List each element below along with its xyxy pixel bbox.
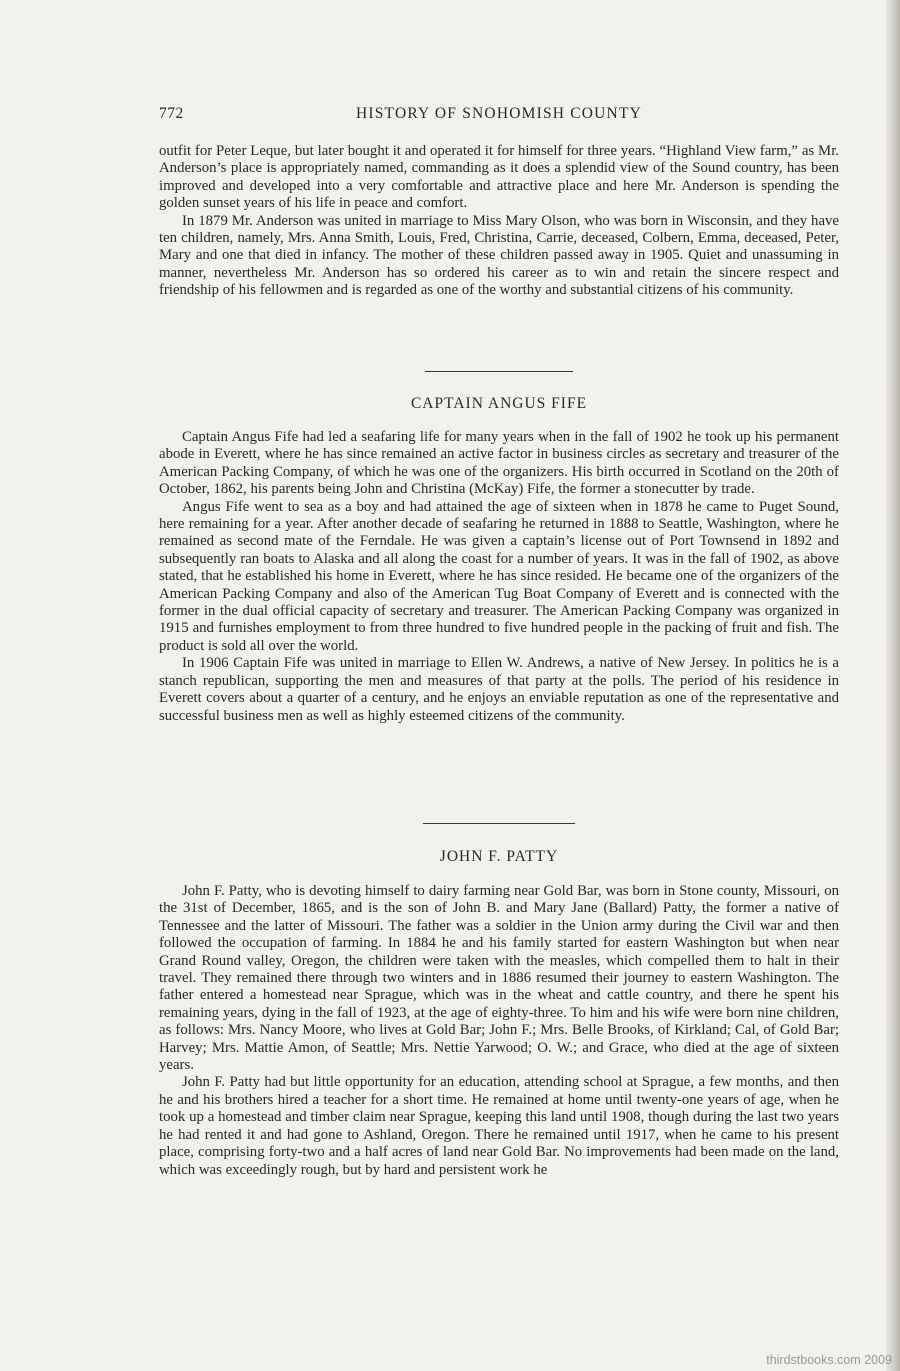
patty-biography — [159, 883, 839, 1179]
paragraph: John F. Patty, who is devoting himself to dairy farming near Gold Bar, was born in Stone county, Missouri, on the 31st of December, 1865, and is the son of John B. and Mary Jane (Ballard) Patty, the former a native of Tennessee and the latter of Missouri. The father was a soldier in the Union army during the Civil war and then followed the occupation of farming. In 1884 he and his family started for eastern Washington but when near Grand Round valley, Oregon, the children were taken with the measles, which compelled them to halt in their travel. They remained there through two winters and in 1886 resumed their journey to eastern Washington. The father entered a homestead near Sprague, which was in the wheat and cattle country, and there he spent his remaining years, dying in the fall of 1923, at the age of eighty-three. To him and his wife were born nine children, as follows: Mrs. Nancy Moore, who lives at Gold Bar; John F.; Mrs. Belle Brooks, of Kirkland; Cal, of Gold Bar; Harvey; Mrs. Mattie Amon, of Seattle; Mrs. Nettie Yarwood; O. W.; and Grace, who died at the age of sixteen years. — [159, 883, 839, 1074]
fife-biography — [159, 429, 839, 725]
section-divider — [423, 823, 575, 824]
watermark: thirdstbooks.com 2009 — [766, 1353, 892, 1367]
paragraph: Angus Fife went to sea as a boy and had attained the age of sixteen when in 1878 he came to Puget Sound, here remaining for a year. After another decade of seafaring he returned in 1888 to Seattle, Washington, where he remained as second mate of the Ferndale. He was given a captain’s license out of Port Townsend in 1892 and subsequently ran boats to Alaska and all along the coast for a number of years. It was in the fall of 1902, as above stated, that he established his home in Everett, where he has since resided. He became one of the organizers of the American Packing Company and also of the American Tug Boat Company of Everett and is connected with the former in the dual official capacity of secretary and treasurer. The American Packing Company was organized in 1915 and furnishes employment to from three hundred to five hundred people in the packing of fruit and fish. The product is sold all over the world. — [159, 498, 839, 654]
paragraph: In 1906 Captain Fife was united in marriage to Ellen W. Andrews, a native of New Jersey. In politics he is a stanch republican, supporting the men and measures of that party at the polls. The period of his residence in Everett covers about a quarter of a century, and he enjoys an enviable reputation as one of the representative and successful business men as well as highly esteemed citizens of the community. — [159, 655, 839, 724]
paragraph: In 1879 Mr. Anderson was united in marriage to Miss Mary Olson, who was born in Wisconsin, and they have ten children, namely, Mrs. Anna Smith, Louis, Fred, Christina, Carrie, deceased, Colbern, Emma, deceased, Peter, Mary and one that died in infancy. The mother of these children passed away in 1905. Quiet and unassuming in manner, nevertheless Mr. Anderson has so ordered his career as to win and retain the sincere respect and friendship of his fellowmen and is regarded as one of the worthy and substantial citizens of his community. — [159, 212, 839, 299]
section-heading-fife: CAPTAIN ANGUS FIFE — [410, 395, 588, 412]
running-title: HISTORY OF SNOHOMISH COUNTY — [355, 105, 643, 122]
page-edge — [886, 0, 900, 1371]
section-divider — [425, 371, 573, 372]
paragraph: John F. Patty had but little opportunity for an education, attending school at Sprague, a few months, and then he and his brothers hired a teacher for a short time. He remained at home until twenty-one years of age, when he took up a homestead and timber claim near Sprague, keeping this land until 1908, though during the last two years he had rented it and had gone to Ashland, Oregon. There he remained until 1917, when he came to his present place, comprising forty-two and a half acres of land near Gold Bar. No improvements had been made on the land, which was exceedingly rough, but by hard and persistent work he — [159, 1074, 839, 1178]
page-number: 772 — [159, 105, 184, 122]
section-heading-patty: JOHN F. PATTY — [439, 848, 559, 865]
paragraph: Captain Angus Fife had led a seafaring life for many years when in the fall of 1902 he took up his permanent abode in Everett, where he has since remained an active factor in business circles as secretary and treasurer of the American Packing Company, of which he was one of the organizers. His birth occurred in Scotland on the 20th of October, 1862, his parents being John and Christina (McKay) Fife, the former a stonecutter by trade. — [159, 429, 839, 498]
paragraph: outfit for Peter Leque, but later bought it and operated it for himself for three years. “Highland View farm,” as Mr. Anderson’s place is appropriately named, commanding as it does a splendid view of the Sound country, has been improved and developed into a very comfortable and attractive place and here Mr. Anderson is spending the golden sunset years of his life in peace and comfort. — [159, 143, 839, 212]
page-header — [159, 105, 839, 129]
anderson-continuation — [159, 143, 839, 300]
